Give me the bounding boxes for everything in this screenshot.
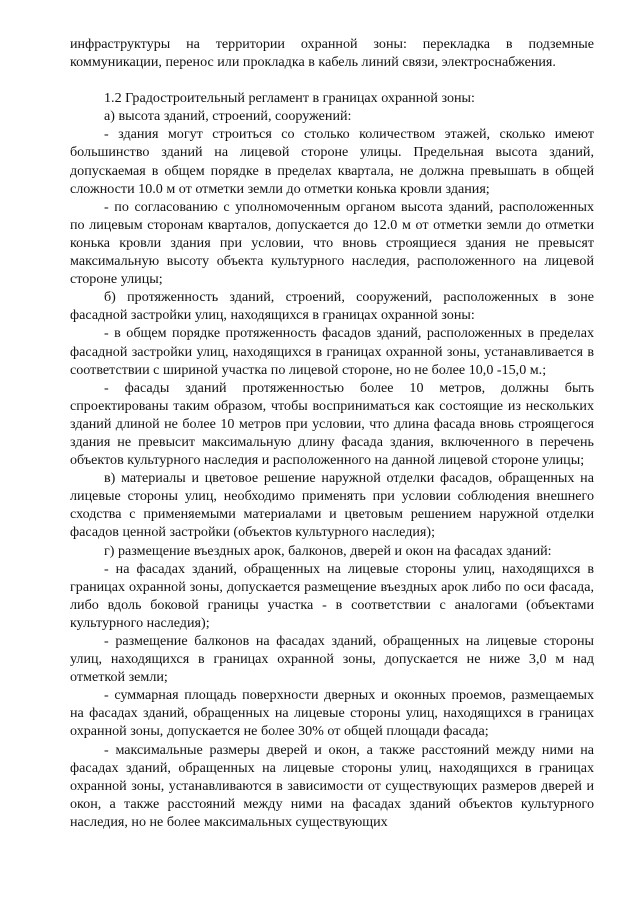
paragraph-height-general: - здания могут строиться со столько количеством этажей, сколько имеют большинство зданий на лицевой стороне улицы. Предельная высота зданий, допускаемая в общем порядке в пределах квартала, не должна превышать в общей сложности 10.0 м от отметки земли до отметки конька кровли здания; (70, 126, 594, 197)
paragraph-gap (70, 71, 594, 89)
paragraph-height-by-agreement: - по согласованию с уполномоченным органом высота зданий, расположенных по лицевым сторонам кварталов, допускается до 12.0 м от отметки земли до отметки конька кровли здания при условии, что вновь строящиеся здания не превысят максимальную высоту объекта культурного наследия, расположенного на лицевой стороне улицы; (70, 198, 594, 288)
subheading-b-length: б) протяженность зданий, строений, сооружений, расположенных в зоне фасадной застройки улиц, находящихся в границах охранной зоны: (70, 289, 594, 324)
paragraph-balconies: - размещение балконов на фасадах зданий, обращенных на лицевые стороны улиц, находящихся в границах охранной зоны, допускается не ниже 3,0 м над отметкой земли; (70, 633, 594, 686)
paragraph-facade-length-general: - в общем порядке протяженность фасадов зданий, расположенных в пределах фасадной застройки улиц, находящихся в границах охранной зоны, устанавливается в соответствии с шириной участка по лицевой стороне, но не более 10,0 -15,0 м.; (70, 325, 594, 378)
paragraph-facade-over-10m: - фасады зданий протяженностью более 10 метров, должны быть спроектированы таким образом, чтобы восприниматься как состоящие из нескольких зданий длиной не более 10 метров при условии, что длина фасада вновь строящегося здания не превысит максимальную длину фасада здания, включенного в перечень объектов культурного наследия и расположенного на данной лицевой стороне улицы; (70, 379, 594, 469)
paragraph-openings-area: - суммарная площадь поверхности дверных и оконных проемов, размещаемых на фасадах зданий, обращенных на лицевые стороны улиц, находящихся в границах охранной зоны, допускается не более 30% от общей площади фасада; (70, 687, 594, 740)
document-body (70, 35, 594, 831)
subheading-a-height: а) высота зданий, строений, сооружений: (104, 108, 352, 125)
paragraph-entrance-arches: - на фасадах зданий, обращенных на лицевые стороны улиц, находящихся в границах охранной зоны, допускается размещение въездных арок либо по оси фасада, либо вдоль боковой границы участка - в соответствии с аналогами (объектами культурного наследия); (70, 560, 594, 631)
subheading-g-openings: г) размещение въездных арок, балконов, дверей и окон на фасадах зданий: (104, 542, 552, 559)
section-heading-1-2: 1.2 Градостроительный регламент в границах охранной зоны: (104, 90, 475, 107)
paragraph-door-window-sizes: - максимальные размеры дверей и окон, а также расстояний между ними на фасадах зданий, обращенных на лицевые стороны улиц, находящихся в границах охранной зоны, устанавливаются в зависимости от существующих размеров дверей и окон, а также расстояний между ними на фасадах зданий объектов культурного наследия, но не более максимальных существующих (70, 741, 594, 830)
paragraph-materials-colors: в) материалы и цветовое решение наружной отделки фасадов, обращенных на лицевые стороны улиц, необходимо применять при условии соблюдения внешнего сходства с применяемыми материалами и цветовым решением наружной отделки фасадов ценной застройки (объектов культурного наследия); (70, 470, 594, 541)
paragraph-infrastructure-continuation: инфраструктуры на территории охранной зоны: перекладка в подземные коммуникации, перенос или прокладка в кабель линий связи, электроснабжения. (70, 36, 594, 71)
